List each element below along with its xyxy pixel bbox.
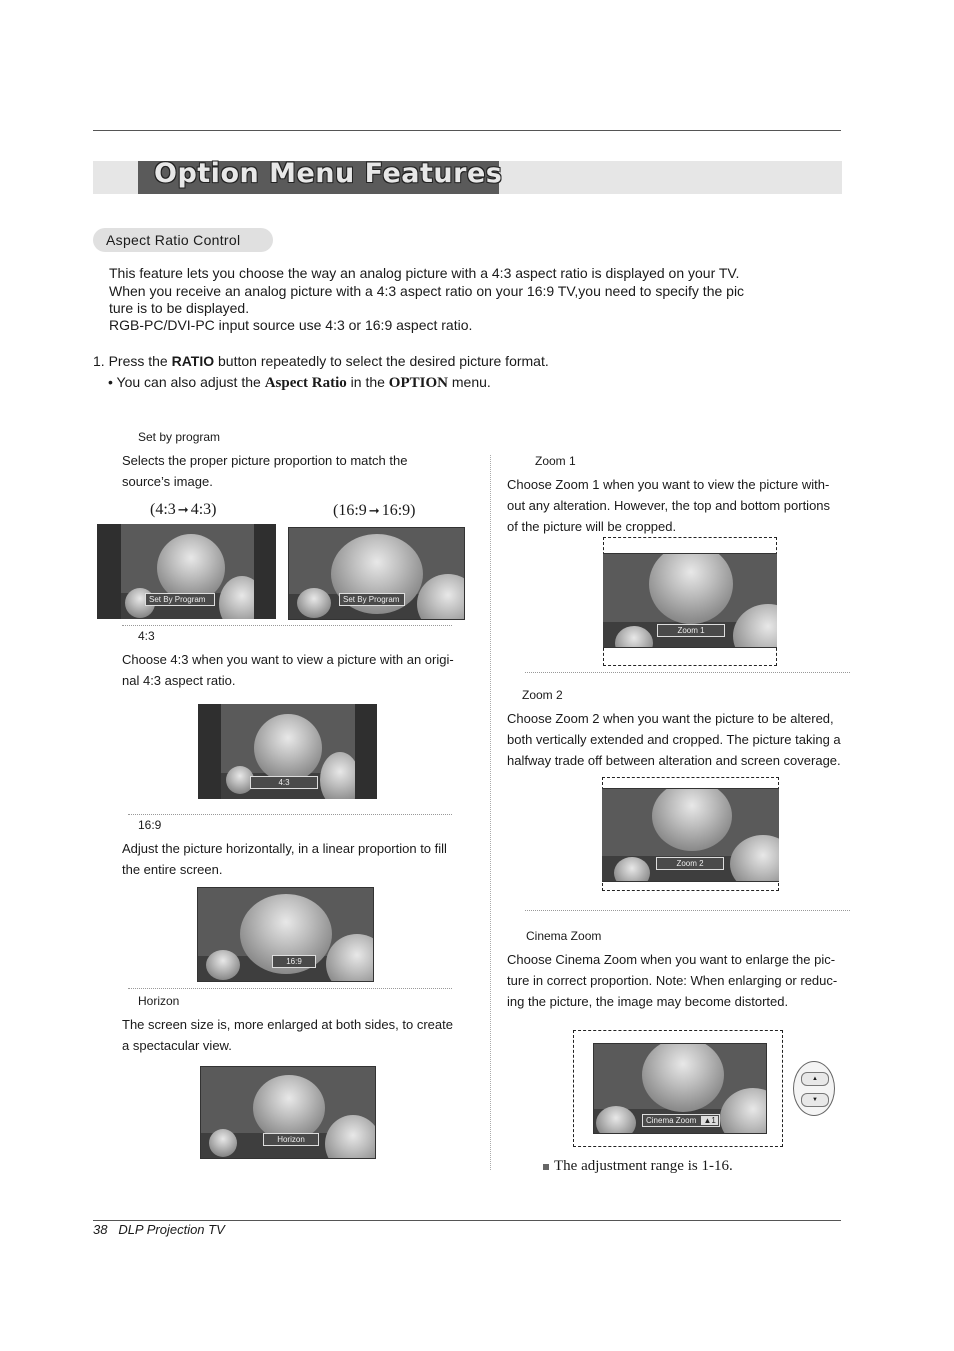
osd-label: Set By Program bbox=[339, 593, 405, 606]
ball-right bbox=[720, 1088, 767, 1134]
ratio-43-to: 4:3) bbox=[190, 501, 217, 518]
ball-large bbox=[157, 534, 225, 602]
horizon-desc-1: The screen size is, more enlarged at both sides, to create bbox=[122, 1017, 453, 1032]
set-by-program-desc-2: source’s image. bbox=[122, 474, 213, 489]
ball-large bbox=[649, 553, 733, 624]
zoom1-desc-2: out any alteration. However, the top and bottom portions bbox=[507, 498, 831, 513]
osd-label: Zoom 2 bbox=[656, 857, 724, 870]
ball-right bbox=[326, 934, 374, 982]
r169-desc-1: Adjust the picture horizontally, in a linear proportion to fill bbox=[122, 841, 447, 856]
ball-large bbox=[642, 1043, 724, 1112]
step-1-prefix: 1. Press the bbox=[93, 353, 172, 369]
ratio-169-from: (16:9 bbox=[333, 502, 367, 519]
ball-large bbox=[652, 788, 732, 851]
divider bbox=[128, 988, 452, 989]
intro-line-1: This feature lets you choose the way an analog picture with a 4:3 aspect ratio is displayed on your TV. bbox=[109, 265, 740, 281]
step-1-note bbox=[108, 374, 491, 392]
osd-label bbox=[642, 1114, 720, 1127]
screen-zoom-2 bbox=[602, 788, 779, 882]
screen-169 bbox=[197, 887, 374, 982]
footer bbox=[93, 1222, 225, 1237]
ball-right bbox=[417, 574, 465, 620]
intro-line-2: When you receive an analog picture with a 4:3 aspect ratio on your 16:9 TV,you need to specify the pic bbox=[109, 283, 745, 299]
osd-cinema-value: ▲1 bbox=[703, 1116, 716, 1125]
ball-large bbox=[254, 714, 322, 782]
up-arrow-button[interactable]: ▲ bbox=[801, 1072, 829, 1086]
step-1 bbox=[93, 353, 549, 370]
note-suffix: menu. bbox=[447, 374, 491, 390]
heading-set-by-program: Set by program bbox=[138, 430, 221, 444]
cinema-desc-1: Choose Cinema Zoom when you want to enlarge the pic- bbox=[507, 952, 836, 967]
intro-line-4: RGB-PC/DVI-PC input source use 4:3 or 16:9 aspect ratio. bbox=[109, 317, 473, 333]
r169-desc-2: the entire screen. bbox=[122, 862, 223, 877]
zoom1-desc-1: Choose Zoom 1 when you want to view the picture with- bbox=[507, 477, 830, 492]
heading-zoom-1: Zoom 1 bbox=[535, 454, 576, 468]
cinema-desc-2: ture in correct proportion. Note: When enlarging or reduc- bbox=[507, 973, 838, 988]
osd-label: Set By Program bbox=[145, 593, 215, 606]
note-aspect-ratio: Aspect Ratio bbox=[264, 375, 347, 391]
ball-right bbox=[325, 1115, 376, 1159]
heading-cinema-zoom: Cinema Zoom bbox=[526, 929, 602, 943]
ratio-43-from: (4:3 bbox=[150, 501, 176, 518]
osd-label: 4:3 bbox=[250, 776, 318, 789]
side-bar-right bbox=[355, 704, 377, 799]
ball-right bbox=[320, 752, 360, 799]
footer-title: DLP Projection TV bbox=[118, 1222, 225, 1237]
page-number: 38 bbox=[93, 1222, 108, 1237]
heading-43: 4:3 bbox=[138, 629, 155, 643]
side-bar-right bbox=[254, 524, 276, 619]
osd-label: Horizon bbox=[263, 1133, 319, 1146]
note-prefix: • You can also adjust the bbox=[108, 374, 265, 390]
screen-cinema-zoom bbox=[593, 1043, 767, 1134]
ball-small bbox=[596, 1106, 636, 1134]
section-label: Aspect Ratio Control bbox=[93, 228, 273, 252]
ratio-43-label bbox=[150, 501, 216, 519]
r43-desc-2: nal 4:3 aspect ratio. bbox=[122, 673, 236, 688]
ball-right bbox=[730, 835, 779, 882]
screen-zoom-1 bbox=[603, 553, 777, 648]
screen-horizon bbox=[200, 1066, 376, 1159]
zoom1-desc-3: of the picture will be cropped. bbox=[507, 519, 677, 534]
heading-horizon: Horizon bbox=[138, 994, 180, 1008]
range-note-text: The adjustment range is 1-16. bbox=[554, 1158, 733, 1174]
zoom2-desc-3: halfway trade off between alteration and screen coverage. bbox=[507, 753, 841, 768]
note-mid: in the bbox=[346, 374, 389, 390]
heading-169: 16:9 bbox=[138, 818, 162, 832]
osd-cinema-text: Cinema Zoom bbox=[646, 1116, 697, 1125]
ball-right bbox=[733, 604, 777, 648]
ball-small bbox=[614, 857, 650, 882]
screen-43 bbox=[198, 704, 377, 799]
ratio-button-label: RATIO bbox=[171, 353, 215, 369]
arrow-right-icon: ➞ bbox=[368, 504, 380, 519]
square-bullet-icon bbox=[543, 1164, 549, 1170]
range-note bbox=[543, 1158, 733, 1175]
ball-small bbox=[297, 588, 331, 618]
zoom2-desc-2: both vertically extended and cropped. The picture taking a bbox=[507, 732, 841, 747]
horizon-desc-2: a spectacular view. bbox=[122, 1038, 232, 1053]
divider bbox=[128, 814, 452, 815]
set-by-program-desc-1: Selects the proper picture proportion to match the bbox=[122, 453, 408, 468]
cinema-desc-3: ing the picture, the image may become distorted. bbox=[507, 994, 789, 1009]
remote-updown-control[interactable] bbox=[793, 1061, 835, 1116]
note-option: OPTION bbox=[388, 375, 448, 391]
r43-desc-1: Choose 4:3 when you want to view a picture with an origi- bbox=[122, 652, 454, 667]
page-title: Option Menu Features bbox=[154, 158, 503, 189]
ratio-169-label bbox=[333, 502, 415, 520]
heading-zoom-2: Zoom 2 bbox=[522, 688, 563, 702]
column-divider bbox=[490, 455, 491, 1170]
step-1-suffix: button repeatedly to select the desired picture format. bbox=[214, 353, 549, 369]
ratio-169-to: 16:9) bbox=[381, 502, 416, 519]
screen-set-by-program-43 bbox=[97, 524, 276, 619]
intro-line-3: ture is to be displayed. bbox=[109, 300, 250, 316]
divider bbox=[122, 625, 452, 626]
osd-label: Zoom 1 bbox=[657, 624, 725, 637]
screen-set-by-program-169 bbox=[288, 527, 465, 620]
zoom2-desc-1: Choose Zoom 2 when you want the picture to be altered, bbox=[507, 711, 834, 726]
top-rule bbox=[93, 130, 841, 131]
side-bar-left bbox=[97, 524, 121, 619]
ball-small bbox=[209, 1129, 237, 1157]
bottom-rule bbox=[93, 1220, 841, 1221]
down-arrow-button[interactable]: ▼ bbox=[801, 1093, 829, 1107]
osd-label: 16:9 bbox=[272, 955, 316, 968]
ball-small bbox=[206, 950, 240, 980]
divider bbox=[525, 910, 850, 911]
side-bar-left bbox=[198, 704, 221, 799]
arrow-right-icon: ➞ bbox=[177, 503, 189, 518]
divider bbox=[525, 672, 850, 673]
ball-large bbox=[253, 1075, 325, 1141]
